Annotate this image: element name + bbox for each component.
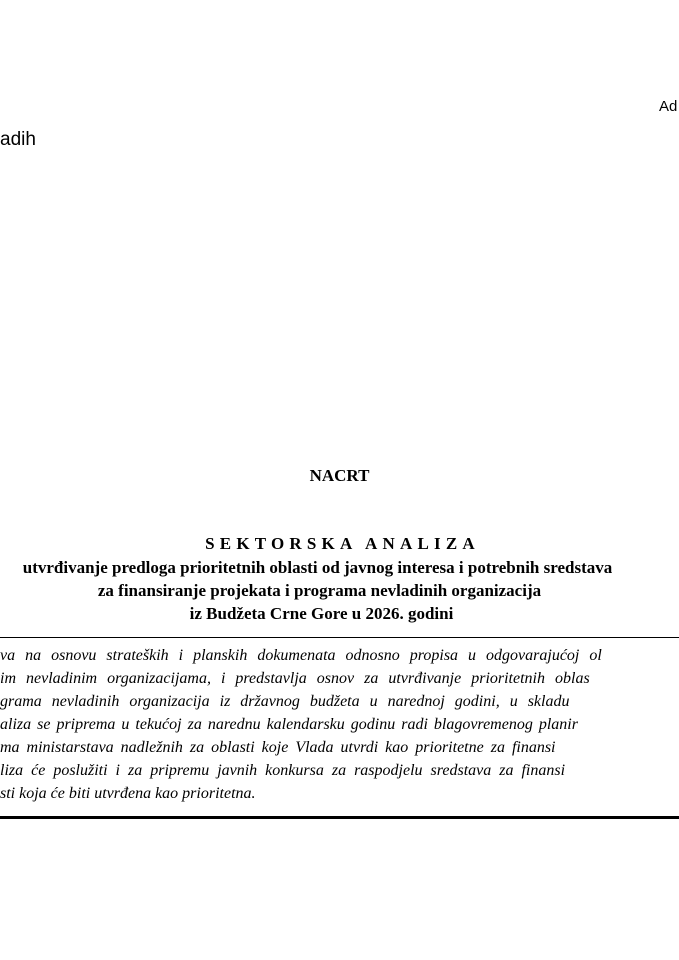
top-divider: [0, 637, 679, 638]
intro-paragraph: [0, 644, 679, 805]
bottom-divider: [0, 816, 679, 819]
paragraph-line: ma ministarstava nadležnih za oblasti koje Vlada utvrdi kao prioritetne za finansi: [0, 739, 556, 756]
paragraph-line: im nevladinim organizacijama, i predstavlja osnov za utvrđivanje prioritetnih oblas: [0, 670, 590, 687]
document-subtitle-line-1: utvrđivanje predloga prioritetnih oblasti od javnog interesa i potrebnih sredstava: [22, 558, 613, 577]
paragraph-line: grama nevladinih organizacija iz državnog budžeta u narednoj godini, u skladu: [0, 693, 570, 710]
paragraph-line: liza će poslužiti i za pripremu javnih konkursa za raspodjelu sredstava za finansi: [0, 762, 566, 779]
header-right-text: Ad: [659, 98, 678, 115]
header-left-text: adih: [0, 129, 36, 150]
draft-label: NACRT: [309, 466, 370, 485]
paragraph-line: va na osnovu strateških i planskih dokumenata odnosno propisa u odgovarajućoj ol: [0, 647, 602, 664]
paragraph-line: aliza se priprema u tekućoj za narednu kalendarsku godinu radi blagovremenog planir: [0, 716, 578, 733]
document-subtitle-line-3: iz Budžeta Crne Gore u 2026. godini: [189, 604, 454, 623]
paragraph-line: sti koja će biti utvrđena kao prioritetna.: [0, 785, 256, 802]
document-heading: SEKTORSKA ANALIZA: [205, 534, 480, 553]
document-subtitle-line-2: za finansiranje projekata i programa nevladinih organizacija: [97, 581, 542, 600]
